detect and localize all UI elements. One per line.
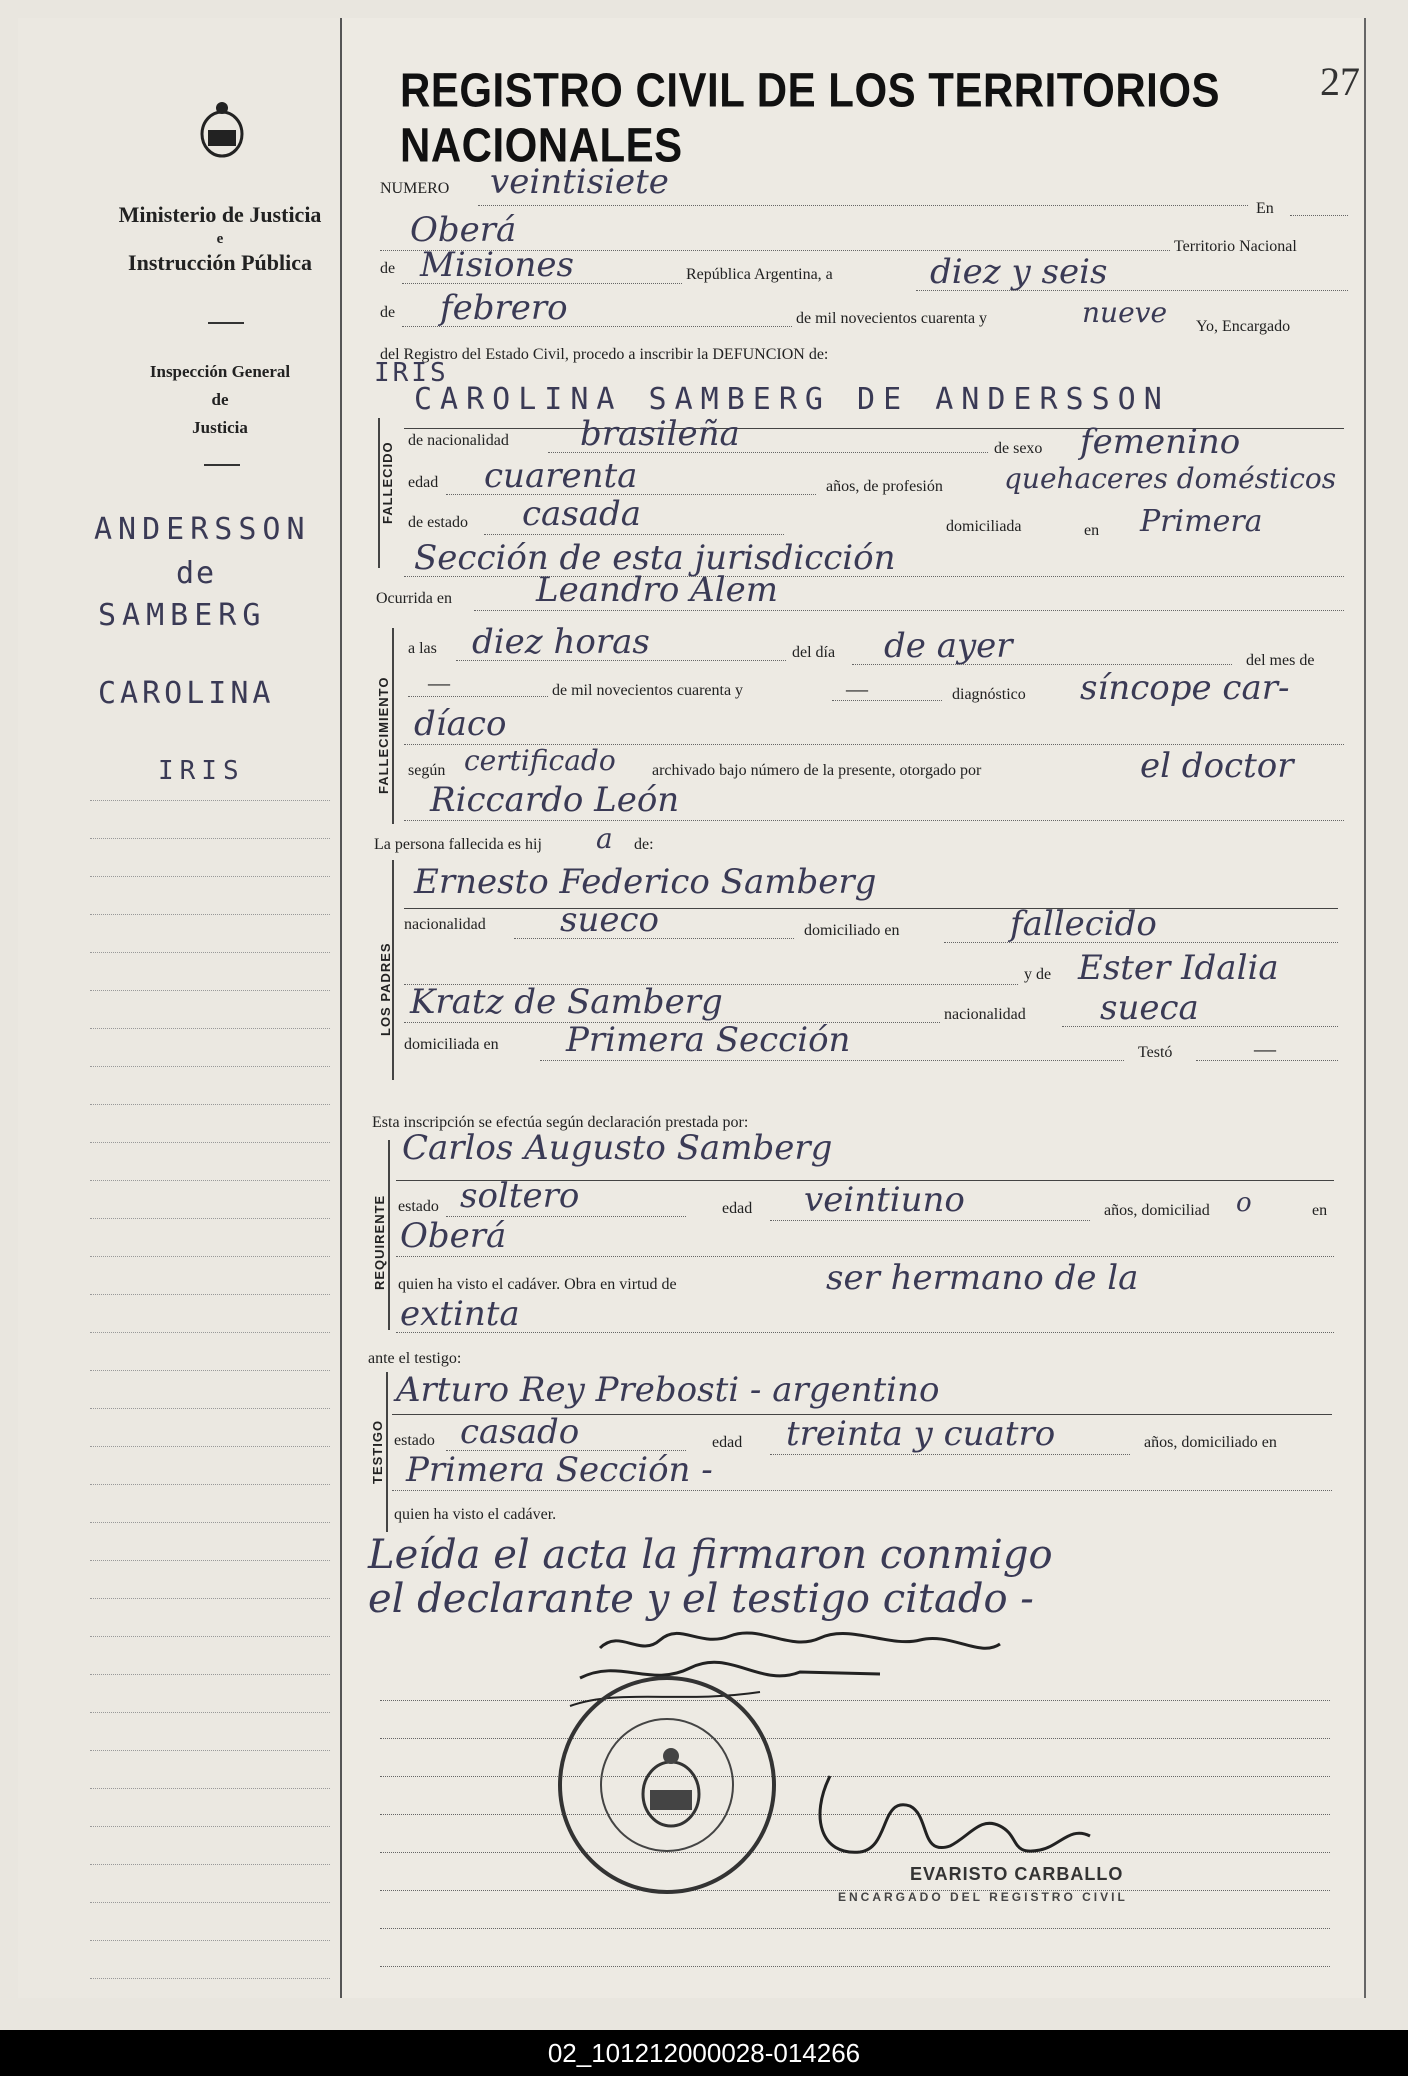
divider	[208, 322, 244, 324]
dotline	[770, 1454, 1130, 1455]
section-bracket	[392, 628, 394, 824]
ministerio-heading	[100, 200, 340, 278]
margin-ruled-line	[90, 1902, 330, 1903]
fallecido-name-2: CAROLINA SAMBERG DE ANDERSSON	[414, 382, 1170, 417]
estado-label: de estado	[408, 514, 468, 531]
segun-label: según	[408, 762, 446, 779]
madre-dom-label: domiciliada en	[404, 1036, 499, 1053]
demil-label2: de mil novecientos cuarenta y	[552, 682, 744, 699]
dotline	[392, 1490, 1332, 1491]
dotline	[404, 820, 1344, 821]
dotline	[408, 696, 548, 697]
hijo-label: La persona fallecida es hij	[374, 836, 542, 853]
margin-ruled-line	[90, 838, 330, 839]
inspeccion-heading	[130, 358, 310, 442]
deldia-value: de ayer	[884, 626, 1013, 666]
ocurrida-label: Ocurrida en	[376, 590, 452, 607]
req-dom-value: Oberá	[400, 1216, 507, 1256]
archivado-label: archivado bajo número de la presente, otorgado por	[652, 762, 982, 779]
margin-ruled-line	[90, 1028, 330, 1029]
place-value: Oberá	[410, 210, 517, 250]
dotline	[770, 1220, 1090, 1221]
divider	[204, 464, 240, 466]
test-estado-label: estado	[394, 1432, 435, 1449]
margin-name-line1: ANDERSSON	[94, 512, 311, 547]
alas-label: a las	[408, 640, 437, 657]
fallecido-section-label: FALLECIDO	[380, 441, 395, 524]
segun-value: certificado	[464, 744, 616, 777]
encargado-role: ENCARGADO DEL REGISTRO CIVIL	[838, 1890, 1128, 1904]
margin-name-line4: CAROLINA	[98, 676, 275, 711]
testigo-value: Arturo Rey Prebosti - argentino	[396, 1370, 940, 1410]
profesion-label: años, de profesión	[826, 478, 943, 495]
diagnostico-value-2: díaco	[414, 704, 507, 744]
numero-label: NUMERO	[380, 180, 450, 197]
requirente-section-label: REQUIRENTE	[372, 1194, 387, 1290]
test-dom-value: Primera Sección -	[406, 1450, 713, 1490]
mes-value: febrero	[440, 288, 568, 328]
otorgado-value-1: el doctor	[1140, 746, 1294, 786]
encargado-name: EVARISTO CARBALLO	[910, 1864, 1124, 1884]
padre-nac-label: nacionalidad	[404, 916, 486, 933]
margin-ruled-line	[90, 1750, 330, 1751]
margin-ruled-line	[90, 1826, 330, 1827]
margin-ruled-line	[90, 952, 330, 953]
margin-ruled-line	[90, 1712, 330, 1713]
dotline	[514, 938, 794, 939]
numero-value: veintisiete	[490, 162, 669, 202]
encargado-signature	[800, 1756, 1120, 1876]
de-label: de	[380, 260, 396, 277]
margin-ruled-line	[90, 1408, 330, 1409]
en-label2: en	[1084, 522, 1100, 539]
madre-nac-label: nacionalidad	[944, 1006, 1026, 1023]
req-anos-label: años, domiciliad	[1104, 1202, 1210, 1219]
profesion-value: quehaceres domésticos	[1004, 462, 1337, 495]
req-estado-value: soltero	[460, 1176, 580, 1216]
test-visto-label: quien ha visto el cadáver.	[394, 1506, 557, 1523]
margin-ruled-line	[90, 1218, 330, 1219]
dotline	[852, 664, 1232, 665]
de-colon: de:	[634, 836, 654, 853]
dotline	[402, 326, 792, 327]
margin-column	[18, 18, 342, 1998]
testo-label: Testó	[1138, 1044, 1173, 1061]
inscripcion-label: Esta inscripción se efectúa según declaración prestada por:	[372, 1114, 749, 1131]
margin-ruled-line	[90, 1180, 330, 1181]
edad-value: cuarenta	[484, 456, 638, 496]
margin-ruled-line	[90, 1674, 330, 1675]
madre-nac-value: sueca	[1100, 988, 1199, 1028]
otorgado-value-2: Riccardo León	[430, 780, 680, 820]
dotline	[548, 452, 988, 453]
margin-ruled-line	[90, 1332, 330, 1333]
main-ruled-line	[380, 1966, 1330, 1967]
req-estado-label: estado	[398, 1198, 439, 1215]
dotline	[944, 942, 1338, 943]
margin-ruled-line	[90, 1066, 330, 1067]
dotline	[540, 1060, 1124, 1061]
margin-ruled-line	[90, 876, 330, 877]
req-edad-label: edad	[722, 1200, 753, 1217]
margin-name-line5: IRIS	[158, 756, 245, 786]
margin-ruled-line	[90, 800, 330, 801]
margin-ruled-line	[90, 1294, 330, 1295]
hijo-suffix: a	[596, 822, 613, 855]
margin-ruled-line	[90, 1978, 330, 1979]
de-mil-label: de mil novecientos cuarenta y	[796, 310, 988, 327]
anio-value: nueve	[1082, 296, 1168, 329]
margin-ruled-line	[90, 1940, 330, 1941]
dotline	[1196, 1060, 1338, 1061]
margin-ruled-line	[90, 1560, 330, 1561]
sexo-label: de sexo	[994, 440, 1043, 457]
republica-label: República Argentina, a	[686, 266, 833, 283]
test-edad-value: treinta y cuatro	[786, 1414, 1056, 1454]
dotline	[396, 1332, 1334, 1333]
page-number: 27	[1320, 59, 1360, 104]
domicilio-value-2: Sección de esta jurisdicción	[414, 538, 896, 578]
delmes-label: del mes de	[1246, 652, 1315, 669]
padres-section-label: LOS PADRES	[378, 942, 393, 1036]
image-caption: 02_101212000028-014266	[0, 2030, 1408, 2076]
margin-ruled-line	[90, 1142, 330, 1143]
dotline	[484, 534, 784, 535]
inspeccion-line3: Justicia	[192, 418, 248, 437]
ocurrida-value: Leandro Alem	[536, 570, 778, 610]
margin-ruled-line	[90, 1104, 330, 1105]
domicilio-value-1: Primera	[1140, 504, 1263, 539]
inspeccion-line2: de	[211, 390, 229, 409]
margin-name-line2: de	[176, 556, 217, 591]
test-edad-label: edad	[712, 1434, 743, 1451]
margin-ruled-line	[90, 1636, 330, 1637]
margin-ruled-line	[90, 914, 330, 915]
main-ruled-line	[380, 1738, 1330, 1739]
demil-value2: —	[846, 676, 868, 701]
sexo-value: femenino	[1080, 422, 1241, 462]
margin-ruled-line	[90, 1788, 330, 1789]
madre-value-2: Kratz de Samberg	[410, 982, 723, 1022]
hora-value: diez horas	[472, 622, 650, 662]
dotline	[402, 283, 682, 284]
dotline	[1290, 215, 1348, 216]
margin-ruled-line	[90, 1256, 330, 1257]
testo-value: —	[1254, 1036, 1276, 1061]
delmes-value: —	[428, 670, 450, 695]
cierre-line1: Leída el acta la firmaron conmigo	[368, 1532, 1053, 1578]
yo-label: Yo, Encargado	[1196, 318, 1291, 335]
margin-ruled-line	[90, 1484, 330, 1485]
name-line	[404, 908, 1338, 909]
req-visto-label: quien ha visto el cadáver. Obra en virtud de	[398, 1276, 677, 1293]
dotline	[456, 660, 786, 661]
official-seal	[558, 1676, 776, 1894]
diagnostico-value-1: síncope car-	[1080, 668, 1290, 708]
ministerio-line2: e	[216, 231, 224, 247]
test-estado-value: casado	[460, 1412, 580, 1452]
estado-value: casada	[522, 494, 642, 534]
req-virtud-value-1: ser hermano de la	[826, 1258, 1139, 1298]
dotline	[474, 610, 1344, 611]
edad-label: edad	[408, 474, 439, 491]
madre-dom-value: Primera Sección	[566, 1020, 851, 1060]
margin-ruled-line	[90, 1446, 330, 1447]
margin-ruled-line	[90, 1864, 330, 1865]
en-label: En	[1256, 200, 1274, 217]
margin-ruled-line	[90, 1370, 330, 1371]
deldia-label: del día	[792, 644, 836, 661]
padre-value: Ernesto Federico Samberg	[414, 862, 877, 902]
nacionalidad-value: brasileña	[580, 414, 740, 454]
req-virtud-value-2: extinta	[400, 1294, 520, 1334]
padre-nac-value: sueco	[560, 900, 659, 940]
margin-ruled-line	[90, 990, 330, 991]
nacionalidad-label: de nacionalidad	[408, 432, 509, 449]
territorio-value: Misiones	[420, 245, 574, 285]
margin-ruled-line	[90, 1598, 330, 1599]
diagnostico-label: diagnóstico	[952, 686, 1026, 703]
fallecimiento-section-label: FALLECIMIENTO	[376, 676, 391, 794]
requirente-value: Carlos Augusto Samberg	[402, 1128, 833, 1168]
margin-ruled-line	[90, 1522, 330, 1523]
padre-dom-value: fallecido	[1010, 904, 1157, 944]
dotline	[396, 1256, 1334, 1257]
testigo-label: ante el testigo:	[368, 1350, 462, 1367]
territorio-label: Territorio Nacional	[1174, 238, 1297, 255]
margin-name-line3: SAMBERG	[98, 598, 267, 633]
req-edad-value: veintiuno	[804, 1180, 965, 1220]
test-anos-label: años, domiciliado en	[1144, 1434, 1277, 1451]
seal-coat-of-arms-icon	[636, 1746, 706, 1832]
section-bracket	[386, 1372, 388, 1532]
dotline	[916, 290, 1348, 291]
yde-label: y de	[1024, 966, 1052, 983]
req-anos-suffix: o	[1236, 1188, 1252, 1218]
madre-value-1: Ester Idalia	[1078, 948, 1279, 988]
testigo-section-label: TESTIGO	[370, 1419, 385, 1484]
fallecido-name-1: IRIS	[374, 358, 449, 388]
main-ruled-line	[380, 1928, 1330, 1929]
padre-dom-label: domiciliado en	[804, 922, 900, 939]
ministerio-line1: Ministerio de Justicia	[118, 202, 322, 227]
section-bracket	[388, 1140, 390, 1330]
cierre-line2: el declarante y el testigo citado -	[368, 1576, 1034, 1622]
dotline	[1062, 1026, 1338, 1027]
domiciliada-label: domiciliada	[946, 518, 1022, 535]
inspeccion-line1: Inspección General	[149, 362, 291, 381]
ministerio-line3: Instrucción Pública	[128, 250, 312, 275]
dotline	[832, 700, 942, 701]
req-en-label: en	[1312, 1202, 1328, 1219]
dia-value: diez y seis	[930, 252, 1108, 292]
dotline	[478, 205, 1248, 206]
coat-of-arms-icon	[198, 100, 246, 160]
registro-label: del Registro del Estado Civil, procedo a inscribir la DEFUNCION de:	[380, 346, 829, 363]
document-title: REGISTRO CIVIL DE LOS TERRITORIOS NACIONALES	[400, 62, 1221, 173]
de-label2: de	[380, 304, 396, 321]
